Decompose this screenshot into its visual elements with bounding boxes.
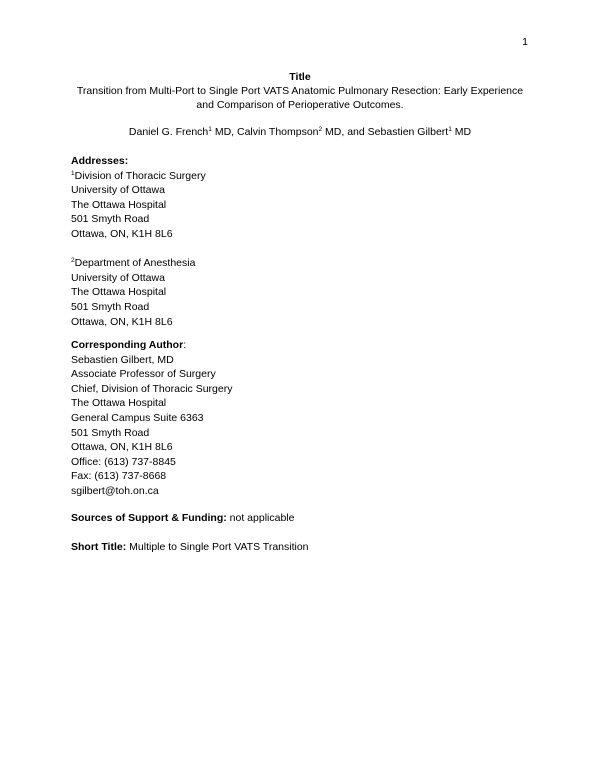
author-degree: MD [451,126,472,138]
address-line: The Ottawa Hospital [71,286,167,299]
address-line: Ottawa, ON, K1H 8L6 [71,227,173,240]
short-title-value: Multiple to Single Port VATS Transition [126,541,309,553]
author-list [60,126,540,138]
corresponding-author-section [71,338,232,499]
contact-line: The Ottawa Hospital [71,397,167,410]
address-2-first-line [71,256,206,271]
address-line: Ottawa, ON, K1H 8L6 [71,315,173,328]
title-block [60,70,540,112]
addresses-section [71,154,206,329]
spacer [71,242,206,257]
support-label: Sources of Support & Funding: [71,512,227,524]
affiliation-marker: 1 [448,126,452,133]
author-degree: MD, [211,126,237,138]
address-line: University of Ottawa [71,271,165,284]
office-phone: Office: (613) 737-8845 [71,455,176,468]
address-line: 501 Smyth Road [71,213,150,226]
email-address: sgilbert@toh.on.ca [71,484,159,497]
short-title-label: Short Title: [71,541,127,553]
corresponding-heading-line [71,338,232,353]
address-1-department: Division of Thoracic Surgery [74,169,206,182]
address-2-department: Department of Anesthesia [74,257,196,270]
corresponding-heading: Corresponding Author [71,339,184,351]
author-name: Sebastien Gilbert [367,126,449,138]
title-line-2: and Comparison of Perioperative Outcomes. [196,99,404,111]
address-1-first-line [71,169,206,184]
address-line: 501 Smyth Road [71,300,150,313]
author-name: Calvin Thompson [237,126,319,138]
contact-line: Sebastien Gilbert, MD [71,353,174,366]
address-line: The Ottawa Hospital [71,198,167,211]
support-value: not applicable [226,512,295,524]
affiliation-marker: 1 [71,169,75,177]
affiliation-marker: 2 [318,126,323,133]
contact-line: Associate Professor of Surgery [71,368,216,381]
author-name: Daniel G. French [128,126,209,138]
affiliation-marker: 1 [208,126,212,133]
address-line: University of Ottawa [71,184,165,197]
author-degree: MD, and [322,126,368,138]
affiliation-marker: 2 [71,257,75,265]
support-funding-line [71,511,294,526]
contact-line: General Campus Suite 6363 [71,411,204,424]
addresses-heading: Addresses: [71,155,129,167]
title-label: Title [289,71,311,83]
short-title-line [71,540,309,555]
contact-line: 501 Smyth Road [71,426,150,439]
contact-line: Ottawa, ON, K1H 8L6 [71,441,173,454]
contact-line: Chief, Division of Thoracic Surgery [71,382,233,395]
title-line-1: Transition from Multi-Port to Single Port VATS Anatomic Pulmonary Resection: Early Experience [76,85,524,97]
heading-colon: : [183,339,187,351]
fax-number: Fax: (613) 737-8668 [71,470,167,483]
page-number: 1 [522,36,528,48]
